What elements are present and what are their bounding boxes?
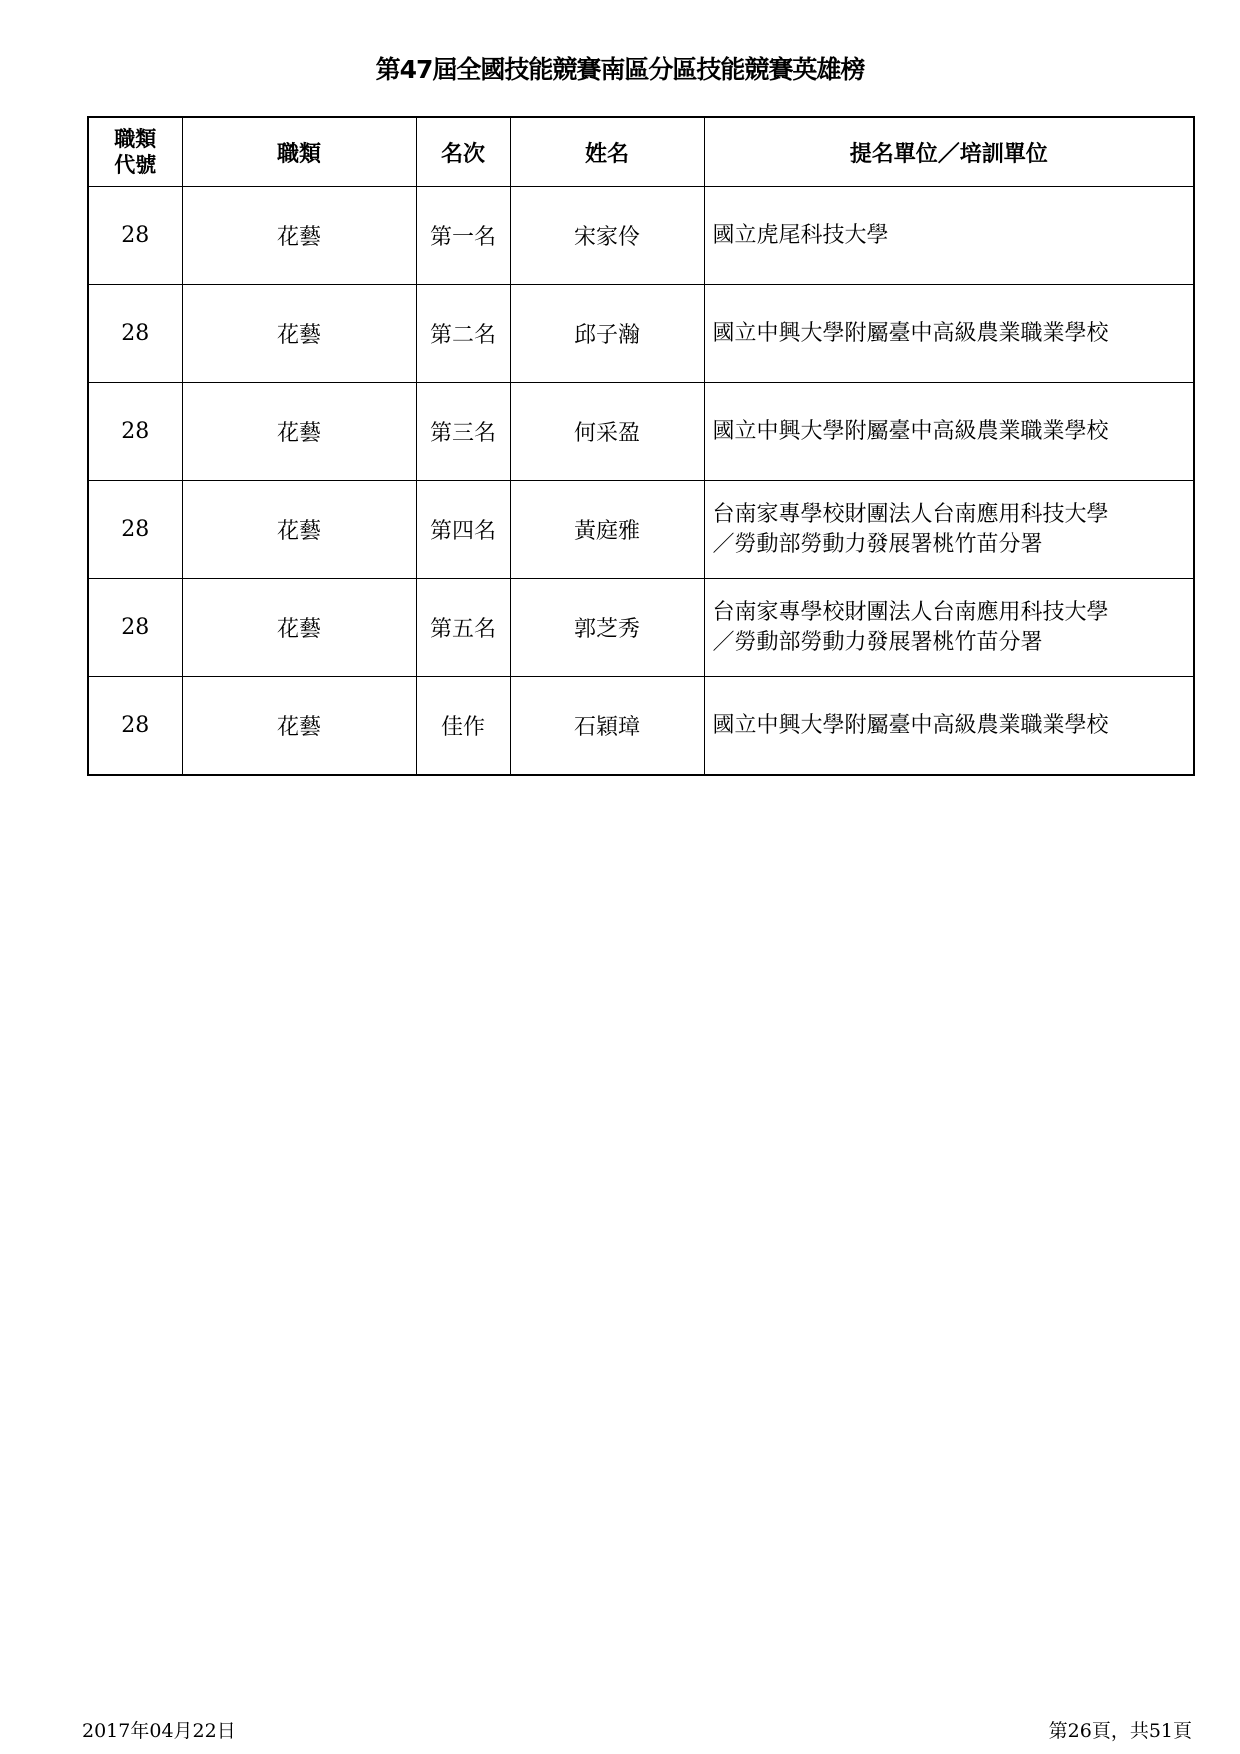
cell-code: 28 <box>88 579 182 677</box>
cell-name: 宋家伶 <box>510 187 704 285</box>
table-row <box>88 481 1194 579</box>
header-category-code <box>88 117 182 187</box>
cell-code: 28 <box>88 285 182 383</box>
cell-organization <box>704 187 1194 285</box>
header-name: 姓名 <box>510 117 704 187</box>
cell-organization <box>704 383 1194 481</box>
cell-rank: 第三名 <box>416 383 510 481</box>
cell-category: 花藝 <box>182 579 416 677</box>
footer-date: 2017年04月22日 <box>82 1720 236 1742</box>
cell-category: 花藝 <box>182 383 416 481</box>
cell-name: 黃庭雅 <box>510 481 704 579</box>
header-code-line1: 職類 <box>114 127 157 151</box>
organization-line: 台南家專學校財團法人台南應用科技大學 <box>712 599 1109 625</box>
table-row <box>88 383 1194 481</box>
page-title: 第47屆全國技能競賽南區分區技能競賽英雄榜 <box>375 55 865 84</box>
cell-rank: 第五名 <box>416 579 510 677</box>
footer-page-number: 第26頁，共51頁 <box>1048 1720 1192 1742</box>
cell-name: 何采盈 <box>510 383 704 481</box>
organization-line: 台南家專學校財團法人台南應用科技大學 <box>712 501 1109 527</box>
cell-name: 石穎璋 <box>510 677 704 776</box>
cell-code: 28 <box>88 187 182 285</box>
cell-rank: 佳作 <box>416 677 510 776</box>
organization-line: 國立虎尾科技大學 <box>712 222 889 248</box>
table-row <box>88 285 1194 383</box>
header-rank: 名次 <box>416 117 510 187</box>
cell-organization <box>704 677 1194 776</box>
cell-organization <box>704 481 1194 579</box>
table-header-row <box>88 117 1194 187</box>
cell-category: 花藝 <box>182 187 416 285</box>
header-category: 職類 <box>182 117 416 187</box>
cell-rank: 第二名 <box>416 285 510 383</box>
cell-code: 28 <box>88 481 182 579</box>
cell-rank: 第四名 <box>416 481 510 579</box>
table-row <box>88 187 1194 285</box>
organization-line: 國立中興大學附屬臺中高級農業職業學校 <box>712 712 1109 738</box>
cell-name: 郭芝秀 <box>510 579 704 677</box>
organization-line: ／勞動部勞動力發展署桃竹苗分署 <box>712 629 1043 655</box>
organization-line: 國立中興大學附屬臺中高級農業職業學校 <box>712 320 1109 346</box>
cell-organization <box>704 285 1194 383</box>
cell-code: 28 <box>88 677 182 776</box>
cell-name: 邱子瀚 <box>510 285 704 383</box>
table-row <box>88 677 1194 776</box>
results-table <box>87 116 1195 776</box>
header-organization: 提名單位／培訓單位 <box>704 117 1194 187</box>
cell-organization <box>704 579 1194 677</box>
organization-line: 國立中興大學附屬臺中高級農業職業學校 <box>712 418 1109 444</box>
cell-code: 28 <box>88 383 182 481</box>
cell-category: 花藝 <box>182 285 416 383</box>
table-row <box>88 579 1194 677</box>
cell-category: 花藝 <box>182 677 416 776</box>
cell-category: 花藝 <box>182 481 416 579</box>
header-code-line2: 代號 <box>114 153 157 177</box>
organization-line: ／勞動部勞動力發展署桃竹苗分署 <box>712 531 1043 557</box>
cell-rank: 第一名 <box>416 187 510 285</box>
